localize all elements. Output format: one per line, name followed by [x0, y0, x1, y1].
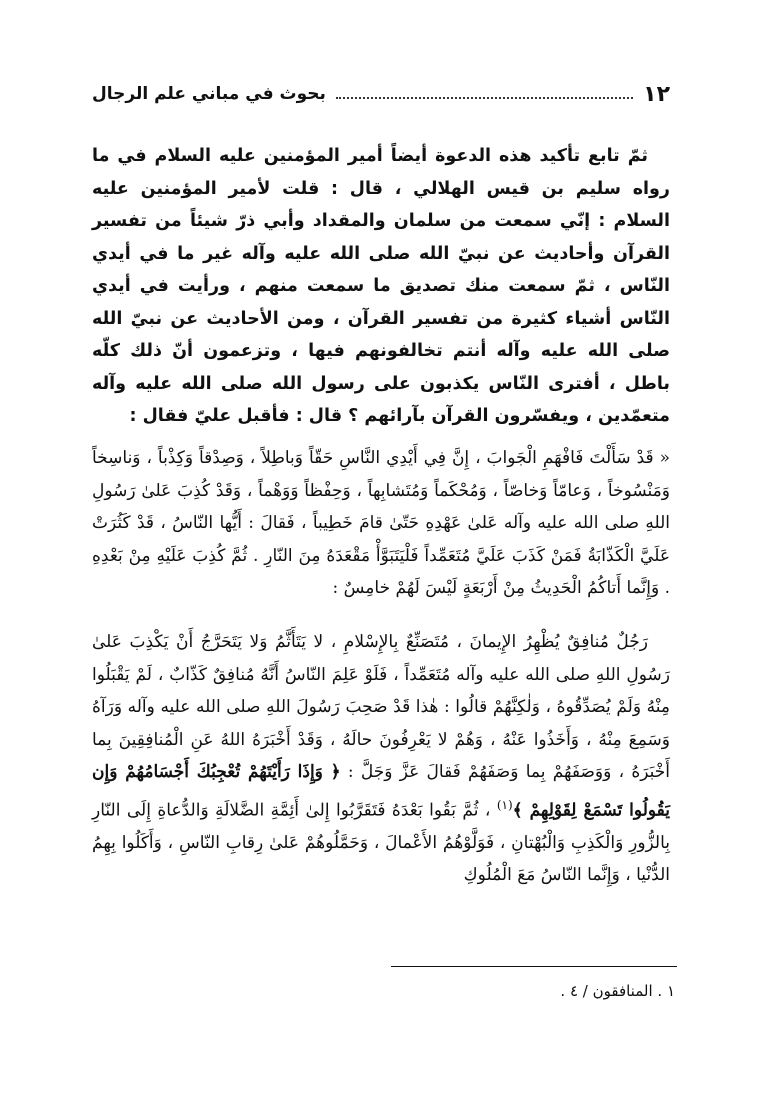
book-title: بحوث في مباني علم الرجال	[92, 84, 326, 104]
quote-text-2a: رَجُلٌ مُنافِقٌ يُظْهِرُ الإِيمانَ ، مُتَصَنِّعٌ بِالإِسْلامِ ، لا يَتَأَثَّمُ وَلا يَتَحَرَّجُ أَنْ يَكْذِبَ عَلىٰ رَسُولِ اللهِ صلى الله عليه وآله مُتَعَمِّداً ، فَلَوْ عَلِمَ النّاسُ أَنَّهُ مُنافِقٌ كَذّابٌ ، لَمْ يَقْبَلُوا مِنْهُ وَلَمْ يُصَدِّقُوهُ ، وَلٰكِنَّهُمْ قالُوا : هٰذا قَدْ صَحِبَ رَسُولَ اللهِ صلى الله عليه وآله وَرَآهُ وَسَمِعَ مِنْهُ ، وَأَخَذُوا عَنْهُ ، وَهُمْ لا يَعْرِفُونَ حالَهُ ، وَقَدْ أَخْبَرَهُ اللهُ عَنِ الْمُنافِقِينَ بِما أَخْبَرَهُ ، وَوَصَفَهُمْ بِما وَصَفَهُمْ فَقالَ عَزَّ وَجَلَّ :	[92, 632, 670, 782]
footnote-separator	[391, 966, 677, 967]
page-header	[92, 78, 670, 110]
intro-text: ثمّ تابع تأكيد هذه الدعوة أيضاً أمير المؤمنين عليه السلام في ما رواه سليم بن قيس الهلالي ، قال : قلت لأمير المؤمنين عليه السلام : إنّي سمعت من سلمان والمقداد وأبي ذرّ شيئاً من تفسير القرآن وأحاديث عن نبيّ الله صلى الله عليه وآله غير ما في أيدي النّاس ، ثمّ سمعت منك تصديق ما سمعت منهم ، ورأيت في أيدي النّاس أشياء كثيرة من تفسير القرآن ، ومن الأحاديث عن نبيّ الله صلى الله عليه وآله أنتم تخالفونهم فيها ، وتزعمون أنّ ذلك كلّه باطل ، أفترى النّاس يكذبون على رسول الله صلى الله عليه وآله متعمّدين ، ويفسّرون القرآن بآرائهم ؟ قال : فأقبل عليّ فقال :	[92, 146, 670, 426]
quote-paragraph-1	[92, 442, 670, 605]
intro-paragraph	[92, 140, 670, 433]
footnote: ١ . المنافقون / ٤ .	[560, 982, 675, 1000]
footnote-reference[interactable]: (١)	[496, 797, 513, 812]
quote-text-1: « قَدْ سَأَلْتَ فَافْهَمِ الْجَوابَ ، إِنَّ فِي أَيْدِي النَّاسِ حَقّاً وَباطِلاً ، وَصِدْقاً وَكِذْباً ، وَناسِخاً وَمَنْسُوخاً ، وَعامّاً وَخاصّاً ، وَمُحْكَماً وَمُتَشابِهاً ، وَحِفْظاً وَوَهْماً ، وَقَدْ كُذِبَ عَلىٰ رَسُولِ اللهِ صلى الله عليه وآله عَلىٰ عَهْدِهِ حَتّىٰ قامَ خَطِيباً ، فَقالَ : أَيُّها النّاسُ ، قَدْ كَثُرَتْ عَلَيَّ الْكَذّابَةُ فَمَنْ كَذَبَ عَلَيَّ مُتَعَمِّداً فَلْيَتَبَوَّأْ مَقْعَدَهُ مِنَ النّارِ . ثُمَّ كُذِبَ عَلَيْهِ مِنْ بَعْدِهِ . وَإِنَّما أَتاكُمُ الْحَدِيثُ مِنْ أَرْبَعَةٍ لَيْسَ لَهُمْ خامِسٌ :	[92, 448, 670, 598]
header-dotted-leader	[336, 97, 633, 99]
quote-text-2b: ، ثُمَّ بَقُوا بَعْدَهُ فَتَقَرَّبُوا إِلىٰ أَئِمَّةِ الضَّلالَةِ وَالدُّعاةِ إِلَى النّارِ بِالزُّورِ وَالْكَذِبِ وَالْبُهْتانِ ، فَوَلَّوْهُمُ الأَعْمالَ ، وَحَمَّلُوهُمْ عَلىٰ رِقابِ النّاسِ ، وَأَكَلُوا بِهِمُ الدُّنْيا ، وَإِنَّما النّاسُ مَعَ الْمُلُوكِ	[92, 800, 670, 886]
quran-verse: ﴿ وَإِذَا رَأَيْتَهُمْ تُعْجِبُكَ أَجْسَامُهُمْ وَإِن يَقُولُوا تَسْمَعْ لِقَوْلِهِمْ ﴾	[92, 762, 670, 821]
quote-paragraph-2	[92, 626, 670, 892]
page-number: ١٢	[643, 81, 670, 107]
